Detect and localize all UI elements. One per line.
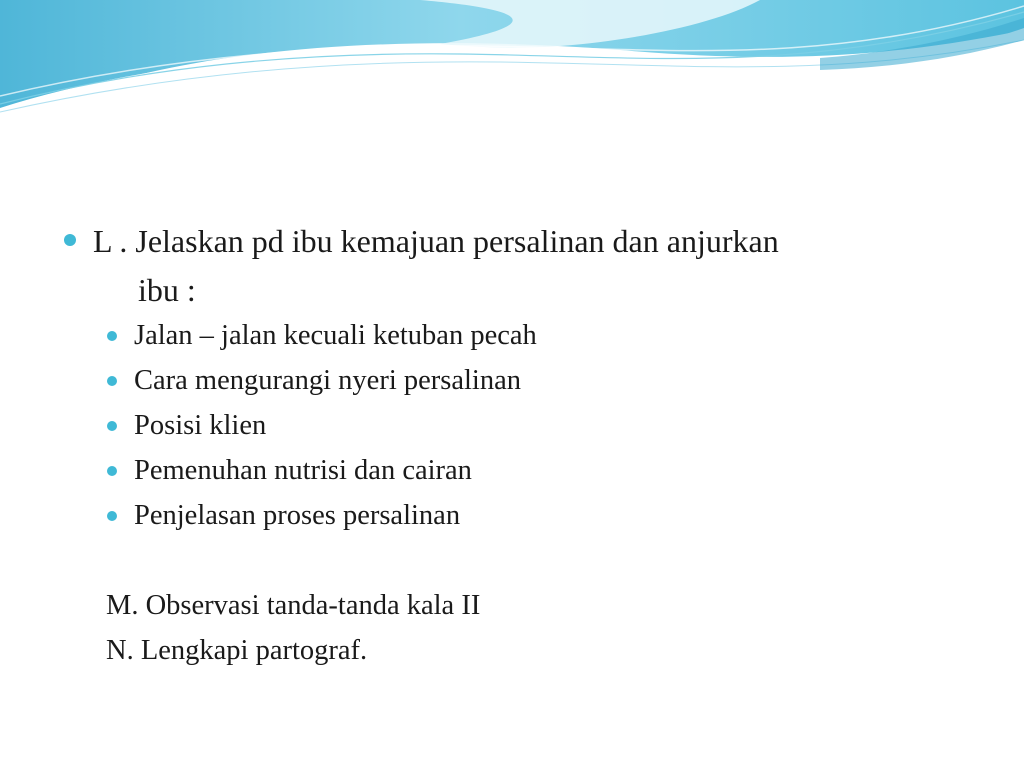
sub-item-2: Cara mengurangi nyeri persalinan	[134, 365, 521, 396]
sub-item-4: Pemenuhan nutrisi dan cairan	[134, 455, 472, 486]
bullet-icon	[107, 331, 117, 341]
bullet-icon	[64, 234, 76, 246]
extra-item-n: N. Lengkapi partograf.	[106, 635, 368, 666]
bullet-icon	[107, 511, 117, 521]
main-item-line2: ibu :	[138, 272, 196, 308]
extra-item-m: M. Observasi tanda-tanda kala II	[106, 590, 481, 621]
bullet-icon	[107, 466, 117, 476]
sub-item-5: Penjelasan proses persalinan	[134, 500, 461, 531]
bullet-icon	[107, 376, 117, 386]
bullet-icon	[107, 421, 117, 431]
main-item-line1: L . Jelaskan pd ibu kemajuan persalinan dan anjurkan	[93, 223, 779, 259]
sub-item-1: Jalan – jalan kecuali ketuban pecah	[134, 320, 537, 351]
sub-item-3: Posisi klien	[134, 410, 267, 441]
